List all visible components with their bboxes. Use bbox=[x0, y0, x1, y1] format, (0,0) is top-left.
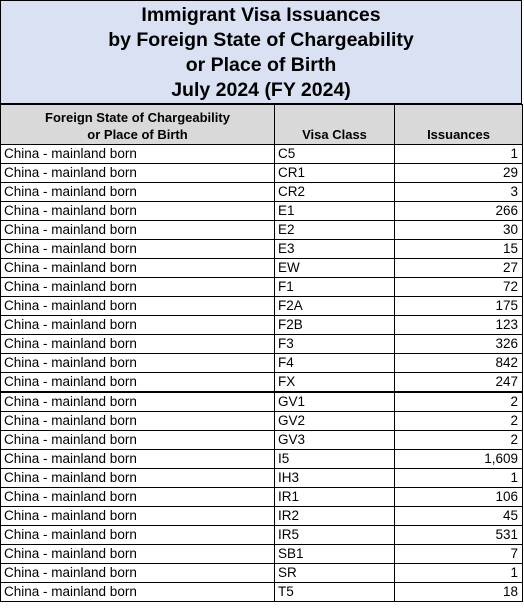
table-header-row bbox=[1, 105, 523, 145]
place-cell: China - mainland born bbox=[1, 259, 275, 278]
visa-class-cell: CR2 bbox=[275, 183, 395, 202]
table-row bbox=[1, 278, 523, 297]
header-place-line-2: or Place of Birth bbox=[87, 127, 188, 142]
place-cell: China - mainland born bbox=[1, 564, 275, 583]
visa-class-cell: E3 bbox=[275, 240, 395, 259]
visa-class-cell: FX bbox=[275, 373, 395, 393]
table-row bbox=[1, 431, 523, 450]
table-row bbox=[1, 240, 523, 259]
issuances-cell: 106 bbox=[395, 488, 523, 507]
issuances-cell: 531 bbox=[395, 526, 523, 545]
issuances-cell: 123 bbox=[395, 316, 523, 335]
title-line-4: July 2024 (FY 2024) bbox=[171, 78, 351, 101]
visa-class-cell: T5 bbox=[275, 583, 395, 602]
header-issuances: Issuances bbox=[395, 105, 523, 145]
place-cell: China - mainland born bbox=[1, 507, 275, 526]
issuances-cell: 2 bbox=[395, 412, 523, 431]
table-row bbox=[1, 354, 523, 373]
table-row bbox=[1, 469, 523, 488]
table-row bbox=[1, 564, 523, 583]
issuances-cell: 842 bbox=[395, 354, 523, 373]
issuances-cell: 326 bbox=[395, 335, 523, 354]
table-row bbox=[1, 488, 523, 507]
table-row bbox=[1, 335, 523, 354]
place-cell: China - mainland born bbox=[1, 183, 275, 202]
issuances-cell: 1 bbox=[395, 564, 523, 583]
table-row bbox=[1, 545, 523, 564]
issuances-cell: 266 bbox=[395, 202, 523, 221]
place-cell: China - mainland born bbox=[1, 240, 275, 259]
visa-class-cell: IR5 bbox=[275, 526, 395, 545]
issuances-cell: 7 bbox=[395, 545, 523, 564]
place-cell: China - mainland born bbox=[1, 278, 275, 297]
place-cell: China - mainland born bbox=[1, 335, 275, 354]
visa-class-cell: EW bbox=[275, 259, 395, 278]
table-row bbox=[1, 183, 523, 202]
place-cell: China - mainland born bbox=[1, 202, 275, 221]
table-row bbox=[1, 164, 523, 183]
visa-class-cell: F2A bbox=[275, 297, 395, 316]
issuances-cell: 3 bbox=[395, 183, 523, 202]
visa-class-cell: F1 bbox=[275, 278, 395, 297]
visa-class-cell: F4 bbox=[275, 354, 395, 373]
issuances-cell: 175 bbox=[395, 297, 523, 316]
issuances-cell: 30 bbox=[395, 221, 523, 240]
issuance-table bbox=[0, 104, 523, 602]
visa-class-cell: SB1 bbox=[275, 545, 395, 564]
table-row bbox=[1, 202, 523, 221]
place-cell: China - mainland born bbox=[1, 164, 275, 183]
table-row bbox=[1, 221, 523, 240]
issuances-cell: 2 bbox=[395, 392, 523, 412]
place-cell: China - mainland born bbox=[1, 297, 275, 316]
table-row bbox=[1, 507, 523, 526]
visa-class-cell: C5 bbox=[275, 145, 395, 164]
visa-class-cell: GV2 bbox=[275, 412, 395, 431]
issuances-cell: 1,609 bbox=[395, 450, 523, 469]
table-row bbox=[1, 583, 523, 602]
place-cell: China - mainland born bbox=[1, 392, 275, 412]
issuances-cell: 29 bbox=[395, 164, 523, 183]
issuances-cell: 45 bbox=[395, 507, 523, 526]
place-cell: China - mainland born bbox=[1, 316, 275, 335]
visa-class-cell: E1 bbox=[275, 202, 395, 221]
visa-class-cell: CR1 bbox=[275, 164, 395, 183]
header-place-line-1: Foreign State of Chargeability bbox=[45, 110, 230, 125]
place-cell: China - mainland born bbox=[1, 469, 275, 488]
visa-class-cell: IH3 bbox=[275, 469, 395, 488]
table-row bbox=[1, 316, 523, 335]
issuances-cell: 1 bbox=[395, 145, 523, 164]
visa-class-cell: GV3 bbox=[275, 431, 395, 450]
issuances-cell: 2 bbox=[395, 431, 523, 450]
title-line-1: Immigrant Visa Issuances bbox=[141, 3, 381, 26]
table-row bbox=[1, 297, 523, 316]
header-place bbox=[1, 105, 275, 145]
issuances-cell: 1 bbox=[395, 469, 523, 488]
issuances-cell: 247 bbox=[395, 373, 523, 393]
place-cell: China - mainland born bbox=[1, 145, 275, 164]
table-row bbox=[1, 412, 523, 431]
issuances-cell: 15 bbox=[395, 240, 523, 259]
table-row bbox=[1, 526, 523, 545]
header-visa-class: Visa Class bbox=[275, 105, 395, 145]
place-cell: China - mainland born bbox=[1, 488, 275, 507]
visa-class-cell: GV1 bbox=[275, 392, 395, 412]
table-row bbox=[1, 259, 523, 278]
issuances-cell: 72 bbox=[395, 278, 523, 297]
table-row bbox=[1, 145, 523, 164]
place-cell: China - mainland born bbox=[1, 412, 275, 431]
place-cell: China - mainland born bbox=[1, 431, 275, 450]
table-body bbox=[1, 145, 523, 602]
visa-class-cell: IR1 bbox=[275, 488, 395, 507]
issuances-cell: 18 bbox=[395, 583, 523, 602]
table-row bbox=[1, 373, 523, 393]
title-line-2: by Foreign State of Chargeability bbox=[108, 28, 414, 51]
table-row bbox=[1, 392, 523, 412]
place-cell: China - mainland born bbox=[1, 583, 275, 602]
visa-class-cell: I5 bbox=[275, 450, 395, 469]
visa-class-cell: SR bbox=[275, 564, 395, 583]
visa-class-cell: F2B bbox=[275, 316, 395, 335]
place-cell: China - mainland born bbox=[1, 221, 275, 240]
visa-class-cell: E2 bbox=[275, 221, 395, 240]
place-cell: China - mainland born bbox=[1, 545, 275, 564]
issuances-cell: 27 bbox=[395, 259, 523, 278]
place-cell: China - mainland born bbox=[1, 526, 275, 545]
place-cell: China - mainland born bbox=[1, 450, 275, 469]
visa-class-cell: F3 bbox=[275, 335, 395, 354]
title-line-3: or Place of Birth bbox=[185, 53, 337, 76]
place-cell: China - mainland born bbox=[1, 373, 275, 393]
place-cell: China - mainland born bbox=[1, 354, 275, 373]
report-title bbox=[0, 0, 522, 104]
visa-class-cell: IR2 bbox=[275, 507, 395, 526]
table-row bbox=[1, 450, 523, 469]
